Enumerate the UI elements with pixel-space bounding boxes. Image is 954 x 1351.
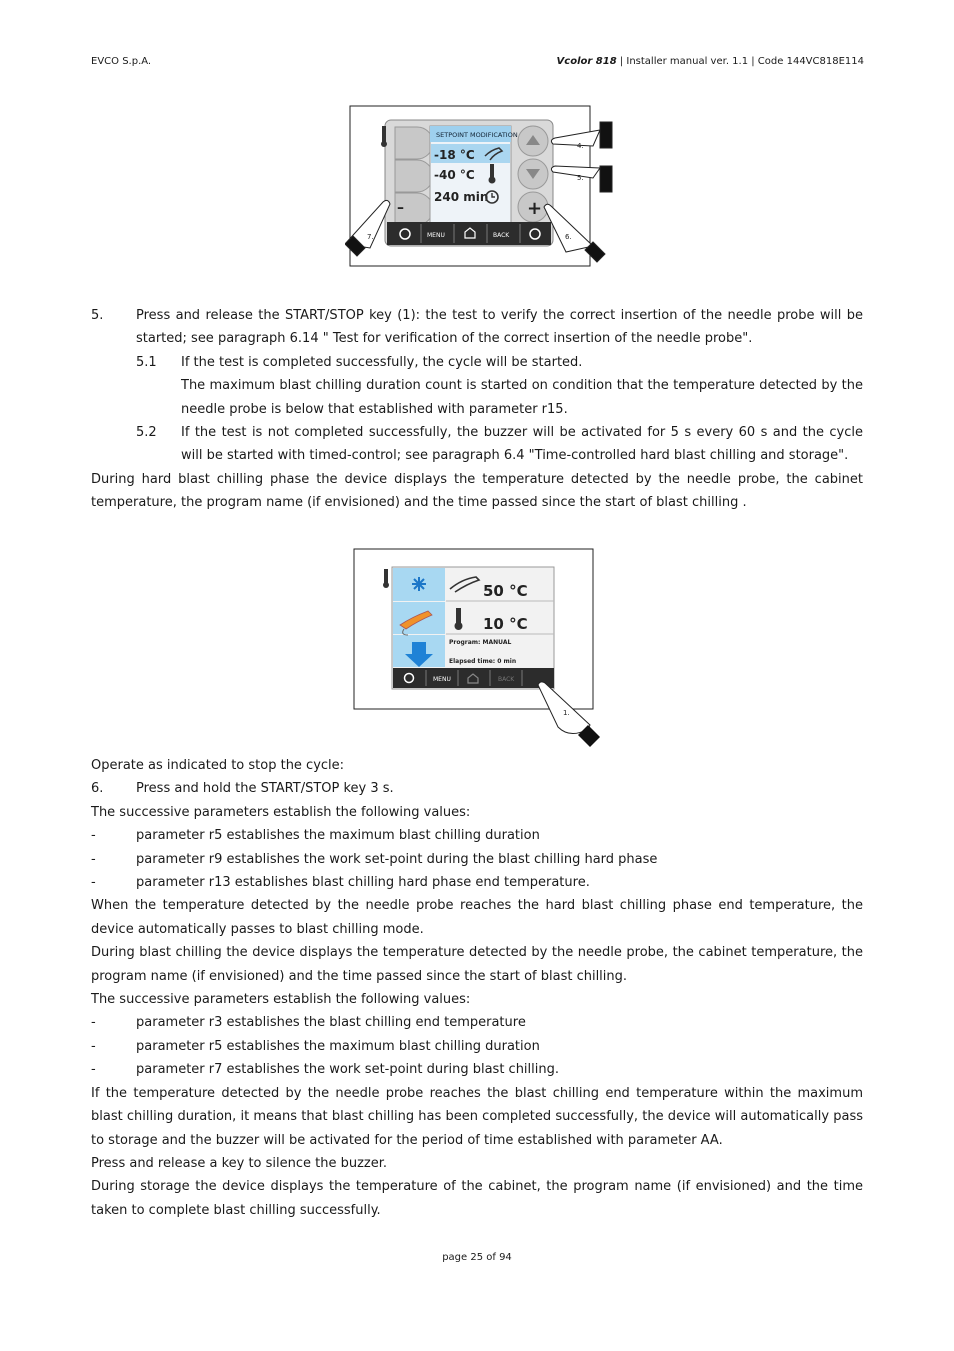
page-number: page 25 of 94 <box>442 1252 512 1263</box>
list-item: - parameter r3 establishes the blast chilling end temperature <box>91 1015 526 1031</box>
params-intro-1: The successive parameters establish the following values: <box>91 804 471 820</box>
list-item: - parameter r5 establishes the maximum blast chilling duration <box>91 828 540 844</box>
figure-setpoint-modification <box>345 100 625 275</box>
back-label: BACK <box>498 676 515 683</box>
para-hard-phase: During hard blast chilling phase the device displays the temperature detected by the needle probe, the cabinet temperature, the program name (if envisioned) and the time passed since the start of blast chilling . <box>91 471 863 511</box>
header-title <box>557 56 864 67</box>
setpoint-duration: 240 min <box>434 190 489 204</box>
screen-title: SETPOINT MODIFICATION <box>436 131 518 139</box>
list-item: - parameter r9 establishes the work set-point during the blast chilling hard phase <box>91 851 658 867</box>
header-manual: | Installer manual ver. 1.1 | Code 144VC818E114 <box>616 56 864 67</box>
step-5: 5. Press and release the START/STOP key (1): the test to verify the correct insertion of the needle probe will be started; see paragraph 6.14 " Test for verification of the correct insertion of the needle probe". <box>91 308 863 347</box>
step-5-1: 5.1 If the test is completed successfully, the cycle will be started. <box>136 354 583 370</box>
step-6: 6. Press and hold the START/STOP key 3 s. <box>91 781 394 797</box>
para-storage: During storage the device displays the temperature of the cabinet, the program name (if envisioned) and the time taken to complete blast chilling successfully. <box>91 1179 863 1218</box>
figure-hard-blast-chilling <box>350 545 610 750</box>
menu-label: MENU <box>427 232 445 239</box>
params-intro-2: The successive parameters establish the following values: <box>91 992 471 1008</box>
callout-7: 7. <box>367 233 374 241</box>
setpoint-probe: -18 °C <box>434 148 475 162</box>
program-name: Program: MANUAL <box>449 639 512 646</box>
para-success: If the temperature detected by the needle probe reaches the blast chilling end temperature within the maximum blast chilling duration, it means that blast chilling has been completed successfully, the device will automatically pass to storage and the buzzer will be activated for the period of time established with parameter AA. <box>91 1085 863 1148</box>
plus-key: + <box>527 198 543 219</box>
elapsed-time: Elapsed time: 0 min <box>449 658 517 665</box>
header-company: EVCO S.p.A. <box>91 56 152 67</box>
callout-4: 4. <box>577 142 584 150</box>
list-item: - parameter r7 establishes the work set-point during blast chilling. <box>91 1062 560 1078</box>
header-product: Vcolor 818 <box>556 56 617 67</box>
list-item: - parameter r5 establishes the maximum blast chilling duration <box>91 1038 540 1054</box>
probe-temperature: 50 °C <box>483 582 528 600</box>
menu-label: MENU <box>433 676 451 683</box>
cabinet-temperature: 10 °C <box>483 615 528 633</box>
para-during: During blast chilling the device displays the temperature detected by the needle probe, the cabinet temperature, the program name (if envisioned) and the time passed since the start of blast chilling. <box>91 945 863 984</box>
step-5-2: 5.2 If the test is not completed successfully, the buzzer will be activated for 5 s every 60 s and the cycle will be started with timed-control; see paragraph 6.4 "Time-controlled hard blast chilling and storage". <box>136 425 863 464</box>
setpoint-cabinet: -40 °C <box>434 168 475 182</box>
step-5-1-detail: The maximum blast chilling duration count is started on condition that the temperature detected by the needle probe is below that established with parameter r15. <box>181 378 863 417</box>
minus-key: – <box>397 200 404 216</box>
callout-1: 1. <box>563 709 570 717</box>
callout-5: 5. <box>577 174 584 182</box>
para-passes: When the temperature detected by the needle probe reaches the hard blast chilling phase end temperature, the device automatically passes to blast chilling mode. <box>91 898 863 937</box>
stop-intro: Operate as indicated to stop the cycle: <box>91 758 345 773</box>
callout-6: 6. <box>565 233 572 241</box>
snowflake-icon <box>412 577 426 591</box>
list-item: - parameter r13 establishes blast chilling hard phase end temperature. <box>91 875 590 891</box>
para-silence: Press and release a key to silence the buzzer. <box>91 1155 388 1171</box>
back-label: BACK <box>493 232 510 239</box>
